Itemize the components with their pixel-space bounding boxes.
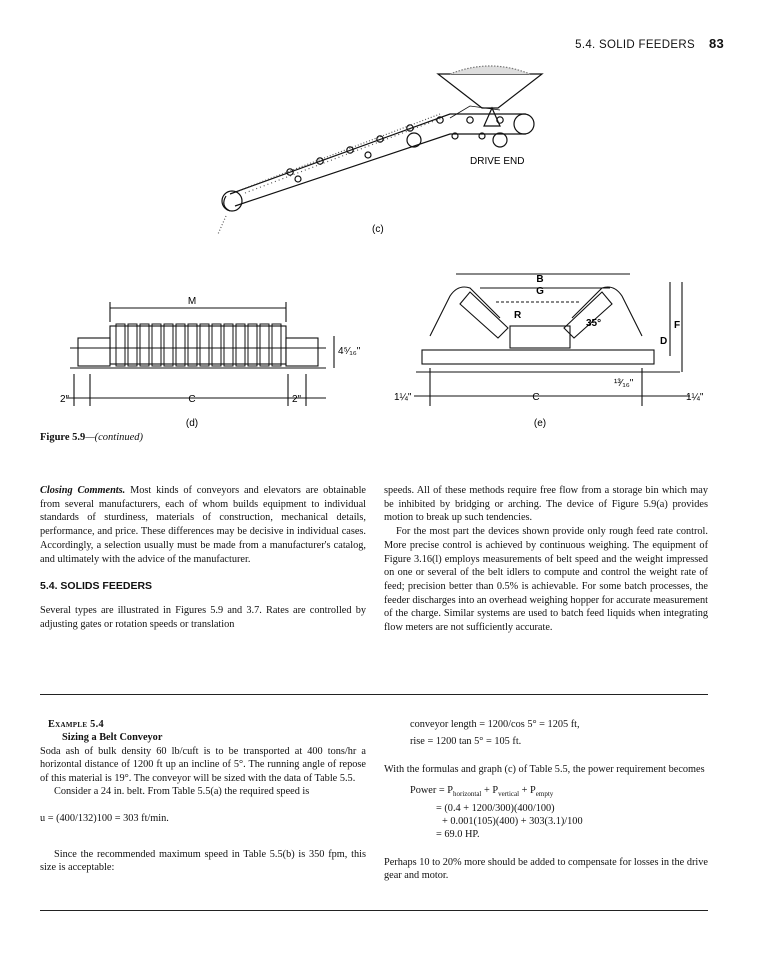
closing-comments-paragraph [40, 484, 366, 566]
troughing-idler-diagram [414, 274, 690, 406]
inclined-conveyor-diagram [218, 66, 542, 234]
example-belt: Consider a 24 in. belt. From Table 5.5(a) the required speed is [54, 786, 310, 798]
closing-comments-lead: Closing Comments. [40, 485, 126, 496]
dim-13-16: ¹³⁄₁₆" [614, 378, 634, 389]
left-column [40, 484, 366, 631]
dim-1-25-right: 1¼" [686, 392, 704, 403]
example-problem: Soda ash of bulk density 60 lb/cuft is to be transported at 400 tons/hr a horizontal distance of 1200 ft up an incline of 5°. The running angle of repose of this material is 19°. The conveyor will be sized with the data of Table 5.5. [40, 745, 366, 784]
example-top-rule [40, 694, 708, 695]
panel-d-label: (d) [185, 418, 199, 429]
speed-equation: u = (400/132)100 = 303 ft/min. [40, 813, 169, 825]
example-right [384, 718, 708, 883]
dim-height: 4⁵⁄₁₆" [338, 346, 361, 357]
angle-35: 35° [586, 318, 602, 329]
example-subtitle: Sizing a Belt Conveyor [62, 732, 163, 744]
drive-end-label: DRIVE END [470, 156, 525, 167]
dim-1-25-left: 1¼" [394, 392, 412, 403]
power-eq-3: + 0.001(105)(400) + 303(3.1)/100 [442, 816, 583, 828]
example-bottom-rule [40, 910, 708, 911]
feeders-paragraph: Several types are illustrated in Figures 5.9 and 3.7. Rates are controlled by adjusting gates or rotation speeds or translation [40, 604, 366, 630]
figure-caption [40, 432, 143, 443]
power-eq-2: = (0.4 + 1200/300)(400/100) [436, 802, 555, 814]
feed-control-paragraph: For the most part the devices shown provide only rough feed rate control. More precise control is achieved by continuous weighing. The equipment of Figure 3.16(l) employs measurements of belt speed and the weight impressed on one or several of the belt idlers to compute and control the weight rate of feed; precision better than 0.5% is achievable. For some batch processes, the feeder discharges into an overhead weighing hopper for accurate measurement of the charge. Similar systems are used to batch feed liquids when integrating flow meters are not sufficiently accurate. [384, 526, 708, 634]
example-conclusion: Since the recommended maximum speed in Table 5.5(b) is 350 fpm, this size is acceptable: [40, 848, 366, 874]
section-heading: 5.4. SOLIDS FEEDERS [40, 580, 153, 593]
dim-b: B [536, 274, 544, 285]
losses-note: Perhaps 10 to 20% more should be added to compensate for losses in the drive gear and motor. [384, 856, 708, 882]
closing-comments-text: Most kinds of conveyors and elevators are obtainable from several manufacturers, each of whom builds equipment to individual standards of sturdiness, materials of construction, mechanical details, performance, and price. These differences may be decisive in individual cases. Accordingly, a selection usually must be made from a manufacturer's catalog, and ultimately with the advice of the manufacturer. [40, 485, 367, 565]
dim-g: G [536, 286, 544, 297]
conveyor-rise: rise = 1200 tan 5° = 105 ft. [410, 736, 522, 748]
header-section: 5.4. SOLID FEEDERS [575, 39, 695, 51]
power-eq-4: = 69.0 HP. [436, 829, 480, 841]
power-eq-1: Power = $P_{horizontal} + P_{vertical} + P_{empty}$ [410, 785, 554, 799]
dim-c-e: C [532, 392, 540, 403]
running-header [575, 36, 724, 51]
dim-d: D [660, 336, 668, 347]
panel-e-label: (e) [533, 418, 547, 429]
panel-c-label: (c) [372, 224, 384, 235]
dim-f: F [674, 320, 681, 331]
example-title: Example 5.4 [48, 719, 104, 730]
caption-label: Figure 5.9 [40, 432, 86, 443]
dim-c-d: C [188, 394, 196, 405]
dim-r: R [514, 310, 522, 321]
example-left [40, 718, 366, 875]
conveyor-length: conveyor length = 1200/cos 5° = 1205 ft, [410, 719, 580, 730]
right-column [384, 484, 708, 635]
figure-5-9 [30, 56, 730, 436]
dim-2-left: 2" [60, 394, 70, 405]
page-number: 83 [708, 36, 724, 51]
dim-m: M [187, 296, 197, 307]
roller-idler-diagram [66, 302, 334, 406]
dim-2-right: 2" [292, 394, 302, 405]
bin-flow-paragraph: speeds. All of these methods require free flow from a storage bin which may be inhibited by bridging or arching. The device of Figure 5.9(a) provides motion to break up such tendencies. [384, 485, 708, 524]
caption-text: —(continued) [85, 432, 144, 443]
power-intro: With the formulas and graph (c) of Table 5.5, the power requirement becomes [384, 763, 705, 775]
